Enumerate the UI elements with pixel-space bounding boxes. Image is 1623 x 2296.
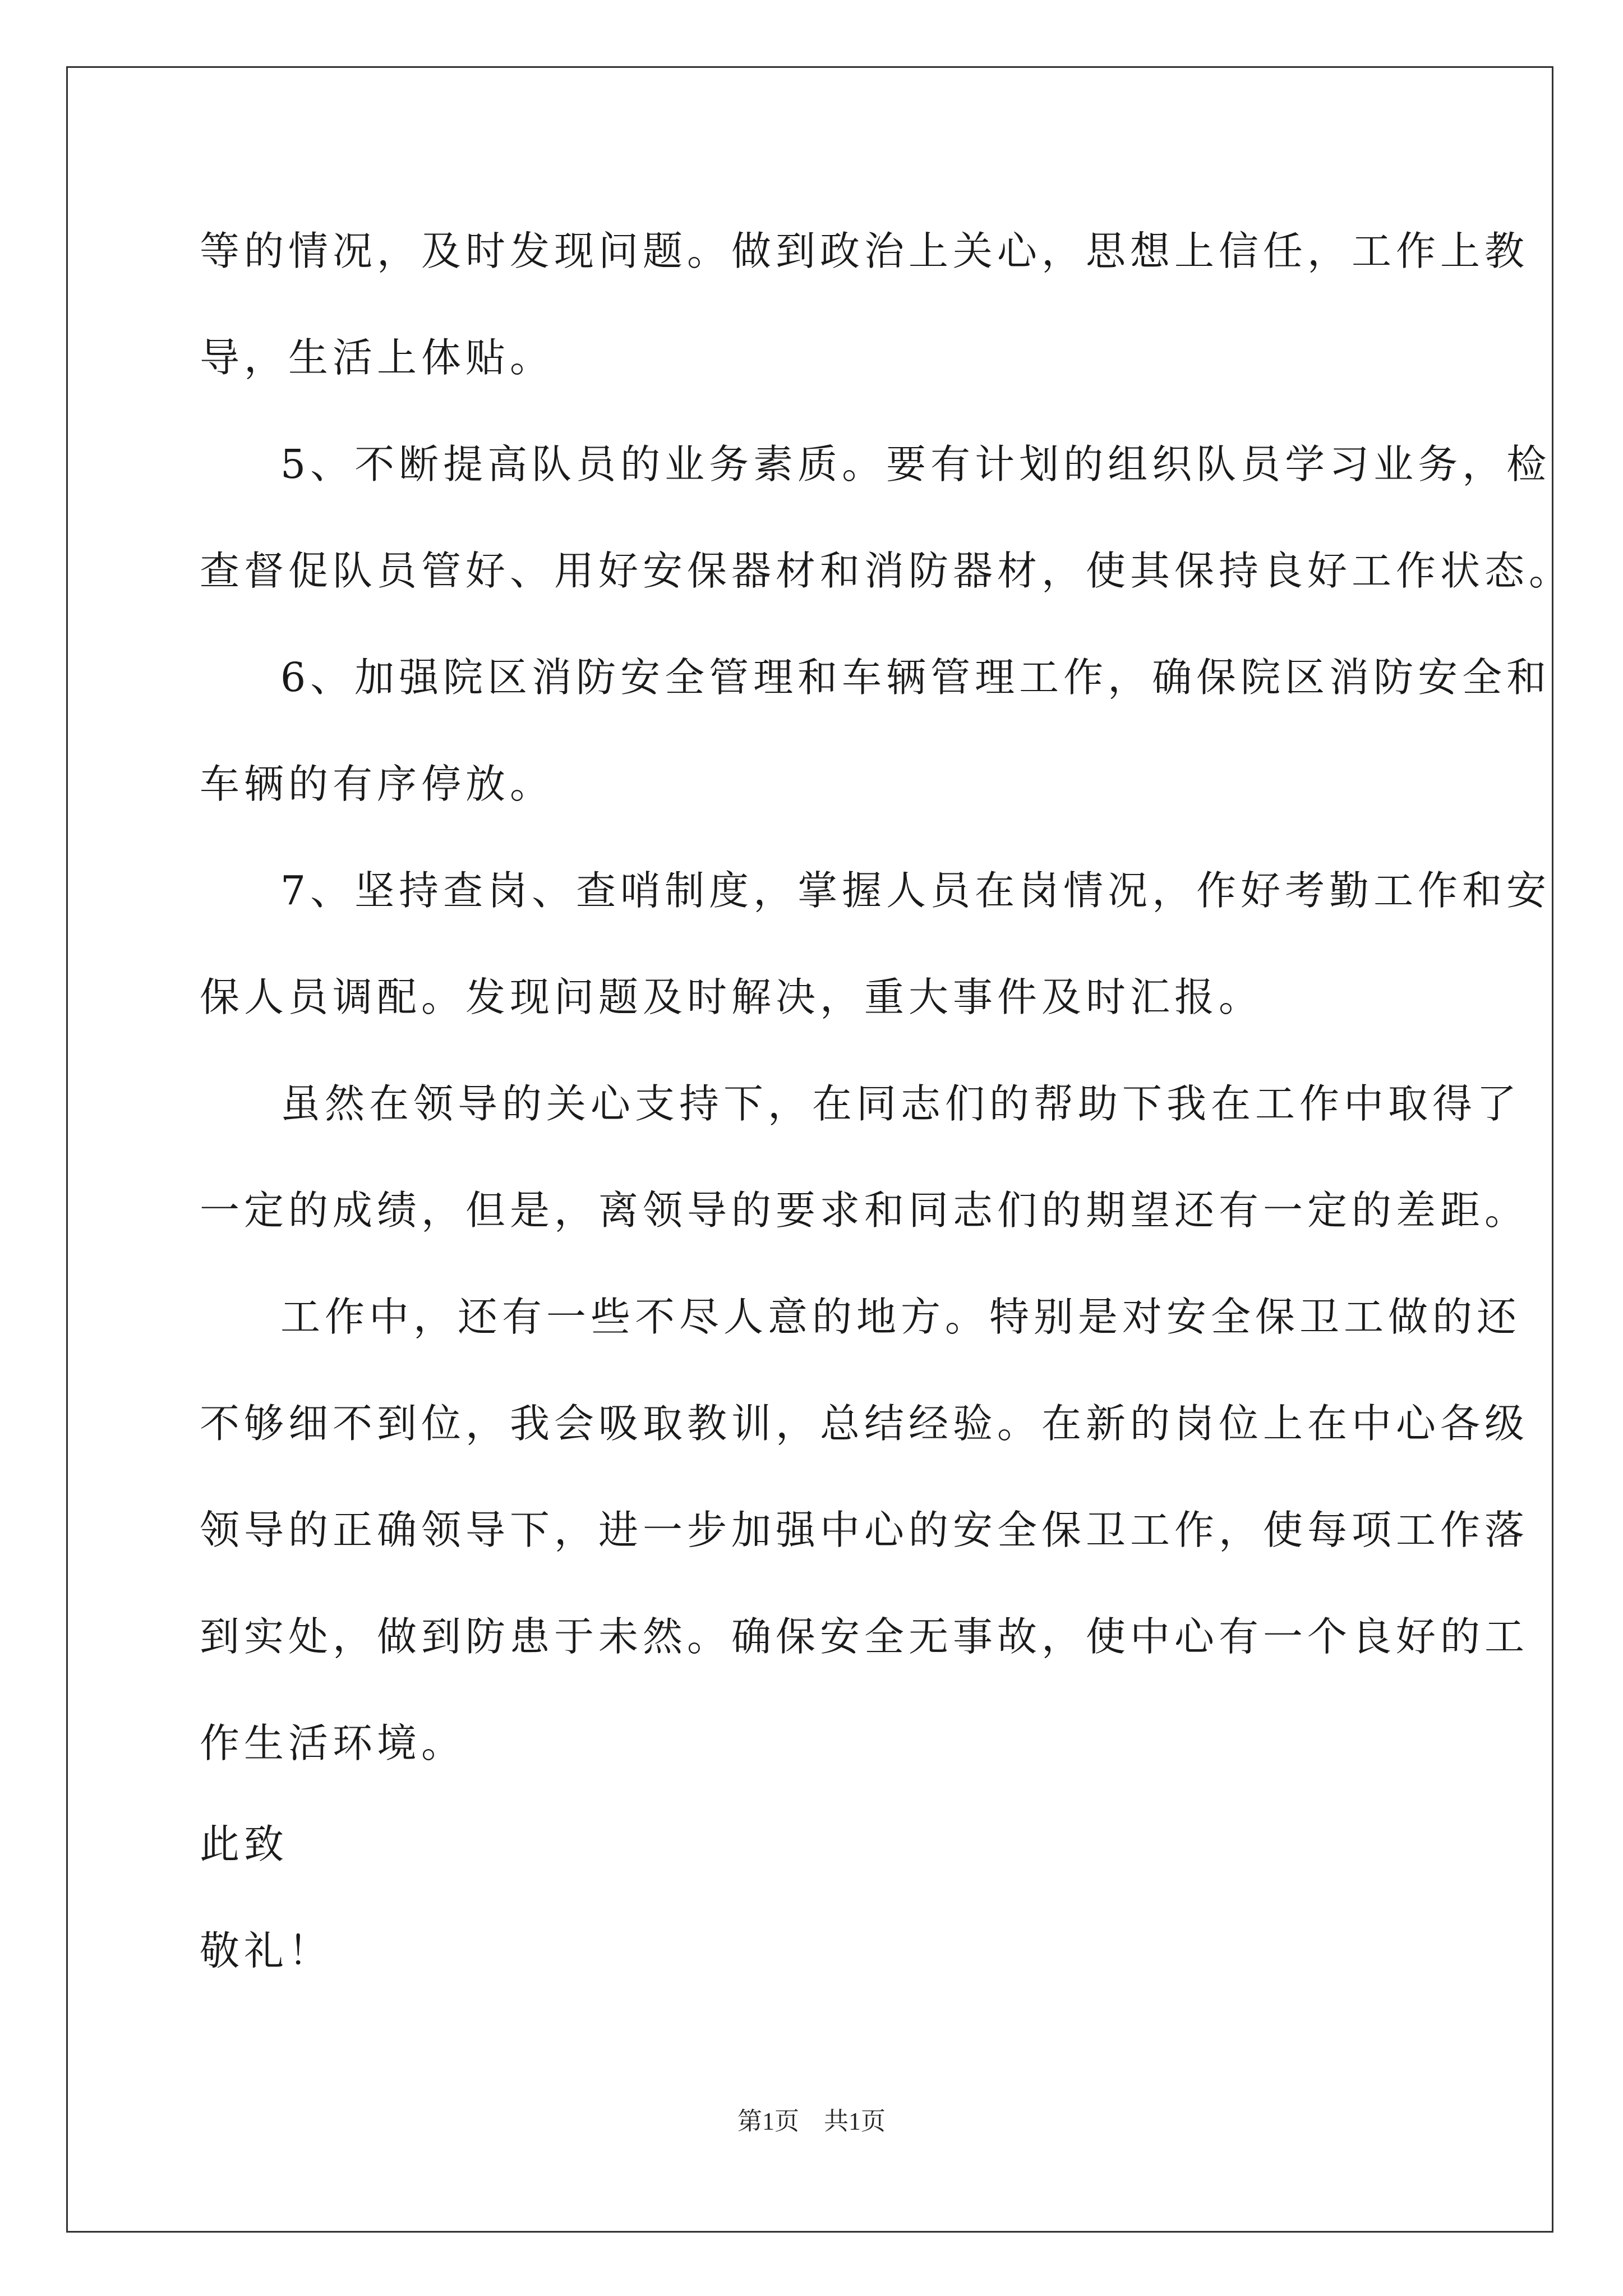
text-line: 领导的正确领导下，进一步加强中心的安全保卫工作，使每项工作落 — [200, 1507, 1529, 1553]
page-border — [66, 66, 1553, 2233]
text-line: 车辆的有序停放。 — [200, 761, 555, 807]
text-line: 保人员调配。发现问题及时解决，重大事件及时汇报。 — [200, 974, 1264, 1020]
text-line: 导，生活上体贴。 — [200, 334, 555, 381]
page-total: 共1页 — [824, 2108, 886, 2135]
text-line: 7、坚持查岗、查哨制度，掌握人员在岗情况，作好考勤工作和安 — [280, 867, 1551, 914]
page-number: 第1页 — [737, 2108, 799, 2135]
text-line: 6、加强院区消防安全管理和车辆管理工作，确保院区消防安全和 — [280, 654, 1551, 701]
text-line: 工作中，还有一些不尽人意的地方。特别是对安全保卫工做的还 — [280, 1294, 1521, 1340]
text-line: 5、不断提高队员的业务素质。要有计划的组织队员学习业务，检 — [280, 441, 1551, 487]
page-footer — [0, 2105, 1623, 2138]
text-line: 一定的成绩，但是，离领导的要求和同志们的期望还有一定的差距。 — [200, 1187, 1529, 1234]
text-line: 作生活环境。 — [200, 1720, 466, 1766]
text-line: 查督促队员管好、用好安保器材和消防器材，使其保持良好工作状态。 — [200, 547, 1574, 594]
text-line: 不够细不到位，我会吸取教训，总结经验。在新的岗位上在中心各级 — [200, 1400, 1529, 1447]
salutation-line: 此致 — [200, 1821, 289, 1867]
text-line: 虽然在领导的关心支持下，在同志们的帮助下我在工作中取得了 — [280, 1080, 1521, 1127]
text-line: 等的情况，及时发现问题。做到政治上关心，思想上信任，工作上教 — [200, 228, 1529, 274]
closing-line: 敬礼！ — [200, 1927, 333, 1974]
text-line: 到实处，做到防患于未然。确保安全无事故，使中心有一个良好的工 — [200, 1613, 1529, 1660]
